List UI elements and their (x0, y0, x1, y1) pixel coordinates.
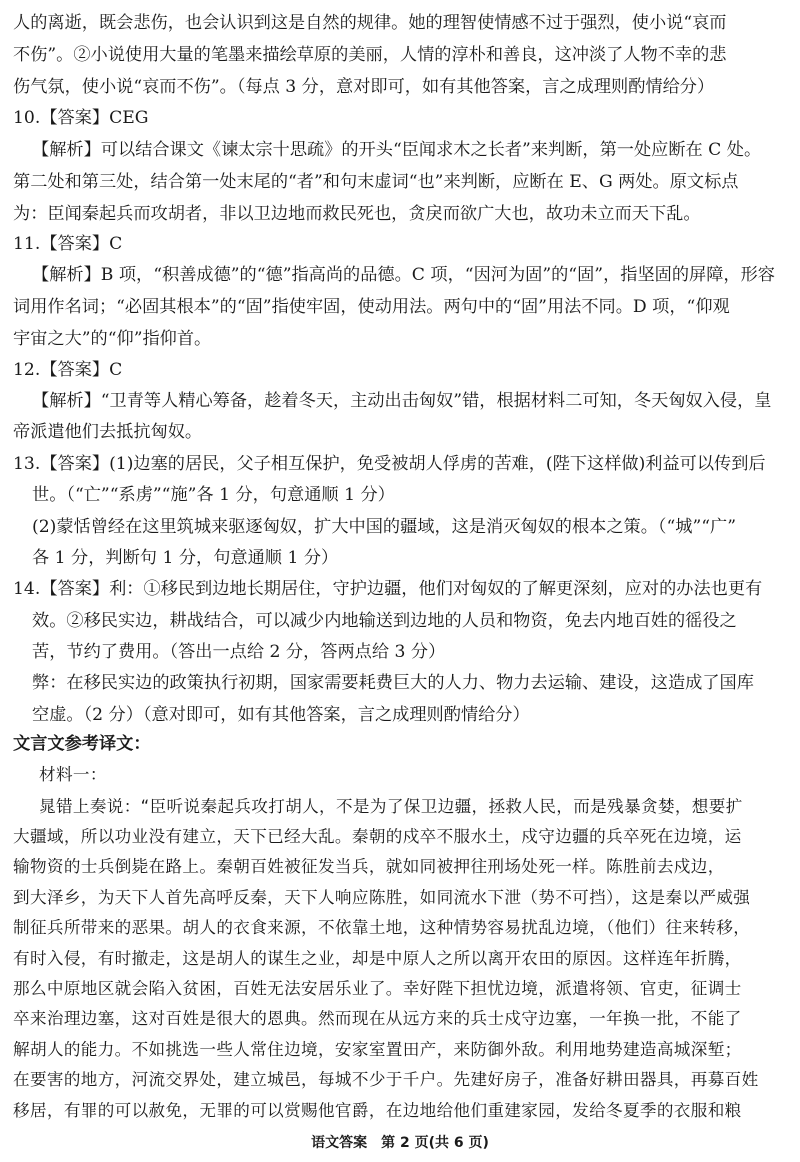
text-line: 苦，节约了费用。（答出一点给 2 分，答两点给 3 分） (32, 642, 446, 662)
text-line: 宇宙之大”的“仰”指仰首。 (13, 329, 212, 349)
text-line: 弊：在移民实边的政策执行初期，国家需要耗费巨大的人力、物力去运输、建设，这造成了国库 (32, 673, 754, 693)
translation-line: 晁错上奏说：“臣听说秦起兵攻打胡人，不是为了保卫边疆，拯救人民，而是残暴贪婪，想要扩 (39, 797, 743, 816)
text-line: 人的离逝，既会悲伤，也会认识到这是自然的规律。她的理智使情感不过于强烈，使小说“哀而 (13, 13, 727, 33)
page-footer: 语文答案 第 2 页(共 6 页) (311, 1135, 489, 1151)
question-12-analysis: 【解析】“卫青等人精心筹备，趁着冬天，主动出击匈奴”错，根据材料二可知，冬天匈奴入侵，皇 (32, 391, 772, 411)
translation-line: 到大泽乡，为天下人首先高呼反秦，天下人响应陈胜，如同流水下泄（势不可挡），这是秦以严威强 (13, 888, 751, 907)
text-line: 不伤”。②小说使用大量的笔墨来描绘草原的美丽，人情的淳朴和善良，这冲淡了人物不幸的悲 (13, 45, 727, 65)
question-11-analysis: 【解析】B 项，“积善成德”的“德”指高尚的品德。C 项，“因河为固”的“固”，指坚固的屏障，形容 (32, 265, 775, 285)
translation-line: 在要害的地方，河流交界处，建立城邑，每城不少于千户。先建好房子，准备好耕田器具，再募百姓 (13, 1070, 759, 1089)
text-line: 词用作名词；“必固其根本”的“固”指使牢固，使动用法。两句中的“固”用法不同。D 项，“仰观 (13, 297, 730, 317)
translation-line: 输物资的士兵倒毙在路上。秦朝百姓被征发当兵，就如同被押往刑场处死一样。陈胜前去戍边， (13, 857, 725, 876)
text-line: 伤气氛，使小说“哀而不伤”。（每点 3 分，意对即可，如有其他答案，言之成理则酌情给分） (13, 77, 715, 97)
text-line: 效。②移民实边，耕战结合，可以减少内地输送到边地的人员和物资，免去内地百姓的徭役之 (32, 611, 737, 631)
question-12-answer: 12.【答案】C (13, 360, 123, 380)
translation-heading: 文言文参考译文： (13, 734, 151, 754)
text-line: 为：臣闻秦起兵而攻胡者，非以卫边地而救民死也，贪戾而欲广大也，故功未立而天下乱。 (13, 204, 701, 224)
translation-line: 制征兵所带来的恶果。胡人的衣食来源，不依靠土地，这种情势容易扰乱边境，（他们）往来转移， (13, 918, 751, 937)
question-10-answer: 10.【答案】CEG (13, 108, 149, 128)
text-line: 第二处和第三处，结合第一处末尾的“者”和句末虚词“也”来判断，应断在 E、G 两处。原文标点 (13, 172, 739, 192)
translation-line: 那么中原地区就会陷入贫困，百姓无法安居乐业了。幸好陛下担忧边境，派遣将领、官吏，征调士 (13, 979, 742, 998)
translation-line: 移居，有罪的可以赦免，无罪的可以赏赐他官爵，在边地给他们重建家园，发给冬夏季的衣服和粮 (13, 1101, 742, 1120)
question-14-answer: 14.【答案】利：①移民到边地长期居住，守护边疆，他们对匈奴的了解更深刻，应对的办法也更有 (13, 579, 763, 599)
translation-line: 大疆域，所以功业没有建立，天下已经大乱。秦朝的戍卒不服水土，戍守边疆的兵卒死在边境，运 (13, 827, 742, 846)
text-line: 各 1 分，判断句 1 分，句意通顺 1 分） (32, 548, 339, 568)
question-10-analysis: 【解析】可以结合课文《谏太宗十思疏》的开头“臣闻求木之长者”来判断，第一处应断在 C 处。 (32, 140, 762, 160)
translation-line: 卒来治理边塞，这对百姓是很大的恩典。然而现在从远方来的兵士戍守边塞，一年换一批，不能了 (13, 1009, 742, 1028)
text-line: 帝派遣他们去抵抗匈奴。 (13, 422, 203, 442)
translation-line: 有时入侵，有时撤走，这是胡人的谋生之业，却是中原人之所以离开农田的原因。这样连年折腾， (13, 949, 742, 968)
question-11-answer: 11.【答案】C (13, 234, 123, 254)
translation-line: 解胡人的能力。不如挑选一些人常住边境，安家室置田产，来防御外敌。利用地势建造高城深堑； (13, 1040, 742, 1059)
text-line: 世。（“亡”“系虏”“施”各 1 分，句意通顺 1 分） (32, 485, 395, 505)
text-line: 空虚。（2 分）（意对即可，如有其他答案，言之成理则酌情给分） (32, 705, 530, 725)
question-13-answer: 13.【答案】(1)边塞的居民，父子相互保护，免受被胡人俘虏的苦难，(陛下这样做)利益可以传到后 (13, 454, 766, 474)
material-one-heading: 材料一： (39, 765, 107, 784)
text-line: (2)蒙恬曾经在这里筑城来驱逐匈奴，扩大中国的疆域，这是消灭匈奴的根本之策。（“城”“广” (32, 517, 737, 537)
